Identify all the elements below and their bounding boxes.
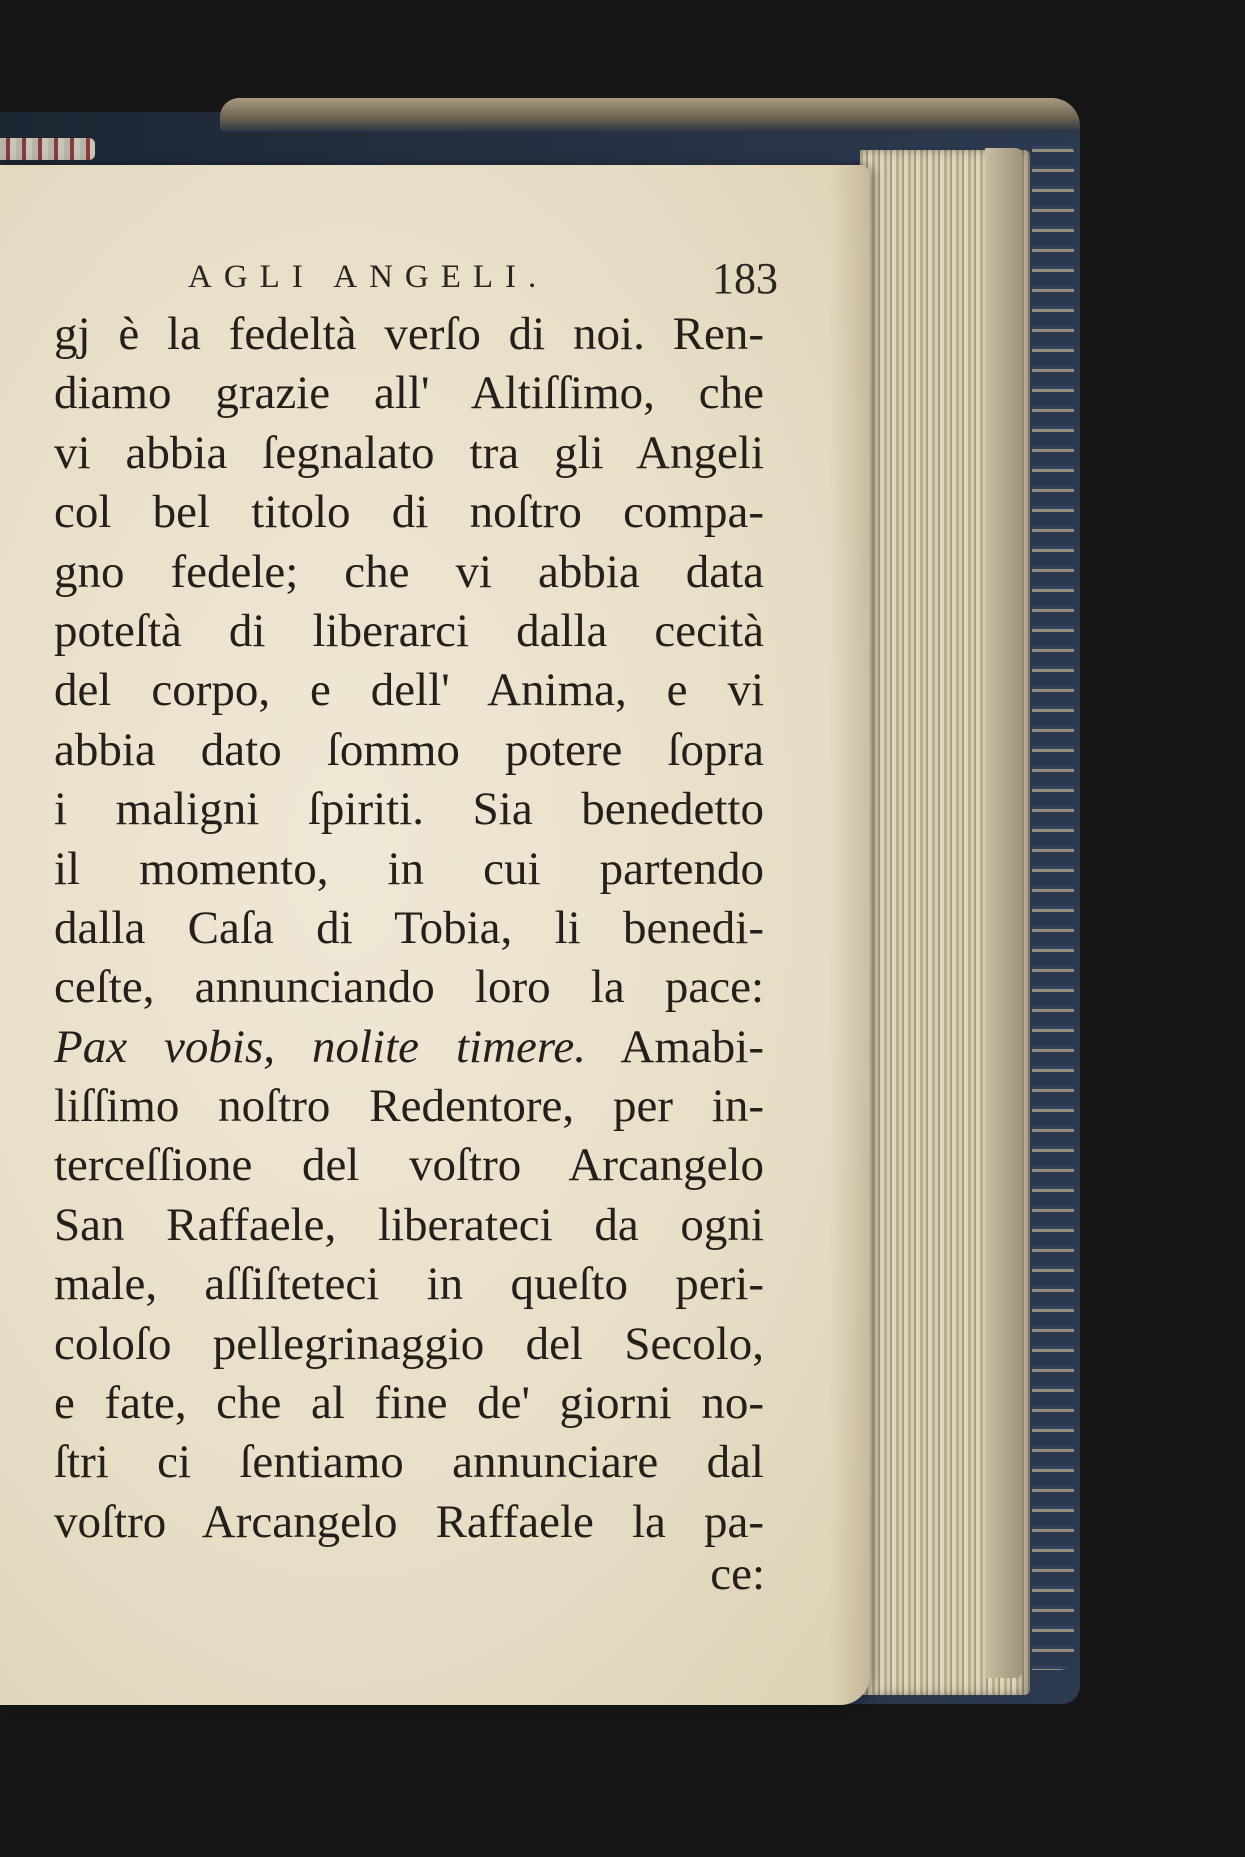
book-page <box>0 165 870 1705</box>
text-line: male, aſſiſteteci in queſto peri- <box>54 1258 764 1311</box>
text-line: poteſtà di liberarci dalla cecità <box>54 604 764 657</box>
text-line: dalla Caſa di Tobia, li benedi- <box>54 901 764 954</box>
cover-fore-edge <box>1032 140 1074 1670</box>
text-line: San Raffaele, liberateci da ogni <box>54 1198 764 1251</box>
text-line: del corpo, e dell' Anima, e vi <box>54 664 764 717</box>
text-line: liſſimo noſtro Redentore, per in- <box>54 1080 764 1133</box>
text-line: Pax vobis, nolite timere. Amabi- <box>54 1020 764 1073</box>
text-line: gno fedele; che vi abbia data <box>54 545 764 598</box>
text-line: vi abbia ſegnalato tra gli Angeli <box>54 426 764 479</box>
text-line: gj è la fedeltà verſo di noi. Ren- <box>54 308 764 360</box>
body-text <box>54 305 764 1552</box>
text-line: ſtri ci ſentiamo annunciare dal <box>54 1436 764 1489</box>
text-line: abbia dato ſommo potere ſopra <box>54 723 764 776</box>
page-number: 183 <box>712 254 778 303</box>
text-line: il momento, in cui partendo <box>54 842 764 895</box>
running-title: AGLI ANGELI. <box>188 259 549 295</box>
page-shadow <box>830 165 870 1705</box>
bookmark-ribbon <box>0 138 95 160</box>
page-block-edge <box>985 148 1023 1678</box>
text-line: terceſſione del voſtro Arcangelo <box>54 1139 764 1192</box>
text-line: ceſte, annunciando loro la pace: <box>54 961 764 1014</box>
text-line: diamo grazie all' Altiſſimo, che <box>54 367 764 420</box>
text-line: i maligni ſpiriti. Sia benedetto <box>54 783 764 836</box>
cover-top-edge <box>220 98 1080 132</box>
text-line: voſtro Arcangelo Raffaele la pa- <box>54 1495 764 1548</box>
catchword: ce: <box>710 1548 765 1600</box>
text-line: coloſo pellegrinaggio del Secolo, <box>54 1317 764 1370</box>
running-head <box>188 253 778 313</box>
text-line: e fate, che al fine de' giorni no- <box>54 1377 764 1430</box>
italic-phrase: Pax vobis, nolite timere. <box>54 1020 587 1073</box>
text-line: col bel titolo di noſtro compa- <box>54 486 764 539</box>
